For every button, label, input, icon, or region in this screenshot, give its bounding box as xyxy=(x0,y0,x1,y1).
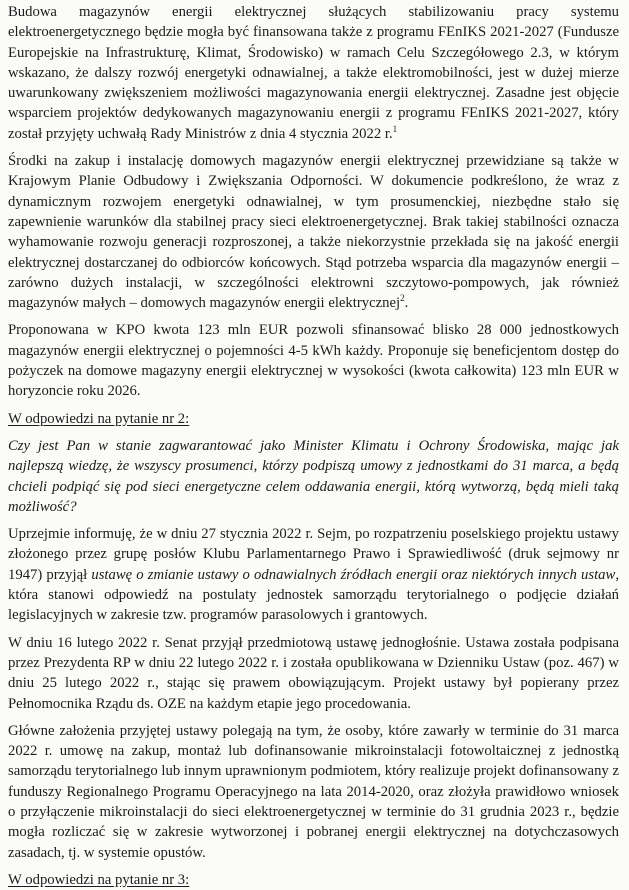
act-title-italic: ustawę o zmianie ustawy o odnawialnych źródłach energii oraz niektórych innych ustaw xyxy=(91,566,616,583)
paragraph-text: Uprzejmie informuję, że w dniu 27 stycznia 2022 r. Sejm, po rozpatrzeniu poselskiego projektu ustawy złożonego przez grupę posłów Klubu Parlamentarnego Prawo i Sprawiedliwość (druk sejmowy nr 1947) przyjął xyxy=(8,526,619,583)
paragraph-text: Główne założenia przyjętej ustawy polegają na tym, że osoby, które zawarły w terminie do 31 marca 2022 r. umowę na zakup, montaż lub dofinansowanie mikroinstalacji fotowoltaicznej z jednostką samorządu terytorialnego lub innym uprawnionym podmiotem, który realizuje projekt dofinansowany z funduszy Regionalnego Programu Operacyjnego na lata 2014-2020, oraz złożyła prawidłowo wniosek o przyłączenie mikroinstalacji do sieci elektroenergetycznej w terminie do 31 grudnia 2023 r., będzie mogła rozliczać się w zakresie wytworzonej i pobranej energii elektrycznej na dotychczasowych zasadach, tj. w systemie opustów. xyxy=(8,722,619,861)
paragraph-kpo-home-storage xyxy=(8,151,619,313)
paragraph-text: , która stanowi odpowiedź na postulaty jednostek samorządu terytorialnego o podjęcie działań legislacyjnych w zakresie tzw. programów parasolowych i grantowych. xyxy=(8,566,619,624)
paragraph-act-main-points xyxy=(8,721,619,863)
paragraph-text: Proponowana w KPO kwota 123 mln EUR pozwoli sfinansować blisko 28 000 jednostkowych magazynów energii elektrycznej o pojemności 4-5 kWh każdy. Proponuje się beneficjentom dostęp do pożyczek na domowe magazyny energii elektrycznej w wysokości (kwota całkowita) 123 mln EUR w horyzoncie roku 2026. xyxy=(8,322,619,400)
paragraph-feniks-funding xyxy=(8,2,619,144)
paragraph-kpo-amount xyxy=(8,320,619,401)
paragraph-sejm-act xyxy=(8,524,619,625)
footnote-ref-1: 1 xyxy=(392,123,398,134)
footnote-ref-2: 2 xyxy=(400,293,405,304)
heading-text: W odpowiedzi na pytanie nr 2: xyxy=(8,410,190,427)
section-heading-answer-3 xyxy=(8,870,619,890)
paragraph-text: Czy jest Pan w stanie zagwarantować jako Minister Klimatu i Ochrony Środowiska, mając jak najlepszą wiedzę, że wszyscy prosumenci, którzy podpiszą umowy z jednostkami do 31 marca, a będą chcieli podpiąć się pod sieci energetyczne celem oddawania energii, którą wytworzą, będą mieli taką możliwość? xyxy=(8,437,619,515)
paragraph-question-2 xyxy=(8,436,619,517)
paragraph-text: Budowa magazynów energii elektrycznej służących stabilizowaniu pracy systemu elektroenergetycznego będzie mogła być finansowana także z programu FEnIKS 2021-2027 (Fundusze Europejskie na Infrastrukturę, Klimat, Środowisko) w ramach Celu Szczegółowego 2.3, w którym wskazano, że dalszy rozwój energetyki odnawialnej, a także elektromobilności, jest w dużej mierze uwarunkowany zwiększeniem możliwości magazynowania energii elektrycznej. Zasadne jest objęcie wsparciem projektów dedykowanych magazynowaniu energii z programu FEnIKS 2021-2027, który został przyjęty uchwałą Rady Ministrów z dnia 4 stycznia 2022 r. xyxy=(8,4,619,142)
section-heading-answer-2 xyxy=(8,409,619,429)
paragraph-tail: . xyxy=(404,295,409,312)
paragraph-text: Środki na zakup i instalację domowych magazynów energii elektrycznej przewidziane są także w Krajowym Planie Odbudowy i Zwiększania Odporności. W dokumencie podkreślono, że wraz z dynamicznym rozwojem energetyki odnawialnej, w tym prosumenckiej, niezbędne stało się zapewnienie warunków dla stabilnej pracy sieci elektroenergetycznej. Brak takiej stabilności oznacza wyhamowanie rozwoju generacji rozproszonej, a także niekorzystnie przekłada się na jakość energii elektrycznej dostarczanej do odbiorców końcowych. Stąd potrzeba wsparcia dla magazynów energii – zarówno dużych instalacji, w szczególności elektrowni szczytowo-pompowych, jak również magazynów małych – domowych magazynów energii elektrycznej xyxy=(8,153,619,312)
heading-text: W odpowiedzi na pytanie nr 3: xyxy=(8,871,190,888)
paragraph-senat-president xyxy=(8,633,619,714)
paragraph-text: W dniu 16 lutego 2022 r. Senat przyjął przedmiotową ustawę jednogłośnie. Ustawa została podpisana przez Prezydenta RP w dniu 22 lutego 2022 r. i została opublikowana w Dzienniku Ustaw (poz. 467) w dniu 25 lutego 2022 r., stając się prawem obowiązującym. Projekt ustawy był popierany przez Pełnomocnika Rządu ds. OZE na każdym etapie jego procedowania. xyxy=(8,634,619,712)
